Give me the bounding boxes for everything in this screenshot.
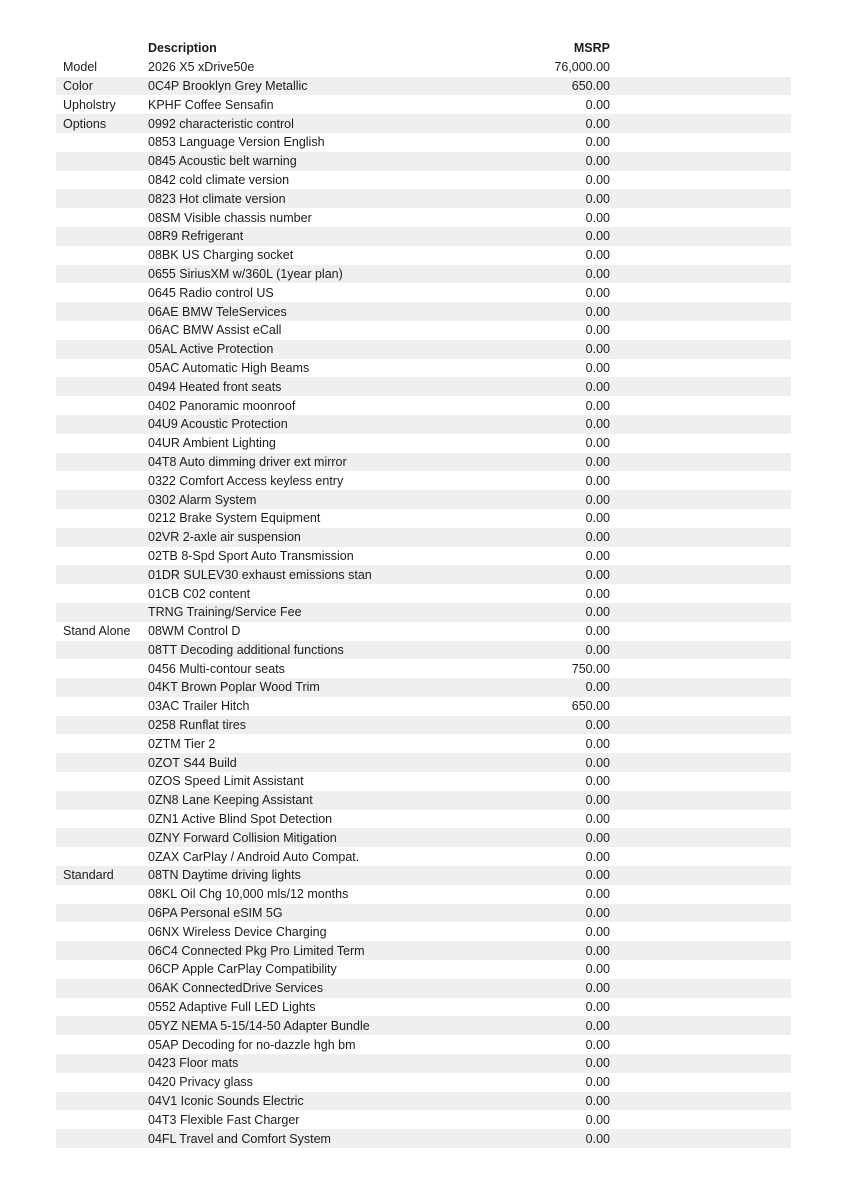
table-row xyxy=(56,152,791,171)
row-description: 06CP Apple CarPlay Compatibility xyxy=(148,962,337,977)
row-description: 0258 Runflat tires xyxy=(148,718,246,733)
row-category xyxy=(56,265,148,284)
category-column-header xyxy=(56,39,148,58)
row-category xyxy=(56,810,148,829)
row-description: 05AP Decoding for no-dazzle hgh bm xyxy=(148,1037,356,1052)
table-row xyxy=(56,377,791,396)
row-category xyxy=(56,1035,148,1054)
row-category xyxy=(56,528,148,547)
row-category xyxy=(56,189,148,208)
row-category: Options xyxy=(63,116,107,131)
row-description: 01DR SULEV30 exhaust emissions stan xyxy=(148,567,372,582)
table-row xyxy=(56,1092,791,1111)
row-category: Color xyxy=(63,78,93,93)
row-msrp: 0.00 xyxy=(585,849,610,864)
row-description: 03AC Trailer Hitch xyxy=(148,699,250,714)
table-row xyxy=(56,904,791,923)
table-row xyxy=(56,810,791,829)
table-row xyxy=(56,189,791,208)
table-row xyxy=(56,171,791,190)
row-description: 08R9 Refrigerant xyxy=(148,229,244,244)
row-category xyxy=(56,321,148,340)
table-row xyxy=(56,77,791,96)
table-row xyxy=(56,622,791,641)
row-description: 05AL Active Protection xyxy=(148,342,274,357)
row-msrp: 0.00 xyxy=(585,586,610,601)
row-description: 06AK ConnectedDrive Services xyxy=(148,981,324,996)
row-msrp: 0.00 xyxy=(585,943,610,958)
row-description: 0ZN8 Lane Keeping Assistant xyxy=(148,793,313,808)
row-msrp: 0.00 xyxy=(585,210,610,225)
row-msrp: 0.00 xyxy=(585,191,610,206)
row-description: 0494 Heated front seats xyxy=(148,379,282,394)
row-category: Stand Alone xyxy=(63,624,131,639)
row-description: 0992 characteristic control xyxy=(148,116,294,131)
row-msrp: 0.00 xyxy=(585,1075,610,1090)
row-msrp: 0.00 xyxy=(585,624,610,639)
row-msrp: 0.00 xyxy=(585,793,610,808)
table-row xyxy=(56,603,791,622)
header-row xyxy=(56,39,791,58)
row-category xyxy=(56,302,148,321)
table-row xyxy=(56,302,791,321)
row-msrp: 0.00 xyxy=(585,492,610,507)
row-category xyxy=(56,641,148,660)
row-msrp: 0.00 xyxy=(585,680,610,695)
row-description: 0ZOT S44 Build xyxy=(148,755,237,770)
row-category xyxy=(56,979,148,998)
row-msrp: 0.00 xyxy=(585,266,610,281)
row-msrp: 0.00 xyxy=(585,962,610,977)
row-description: 05YZ NEMA 5-15/14-50 Adapter Bundle xyxy=(148,1018,370,1033)
row-description: 08SM Visible chassis number xyxy=(148,210,312,225)
table-row xyxy=(56,208,791,227)
row-msrp: 0.00 xyxy=(585,887,610,902)
row-category xyxy=(56,171,148,190)
row-description: 0ZN1 Active Blind Spot Detection xyxy=(148,812,333,827)
row-msrp: 0.00 xyxy=(585,1056,610,1071)
row-description: 04FL Travel and Comfort System xyxy=(148,1131,331,1146)
table-row xyxy=(56,246,791,265)
table-row xyxy=(56,772,791,791)
row-category xyxy=(56,396,148,415)
table-row xyxy=(56,828,791,847)
row-category xyxy=(56,1092,148,1111)
row-msrp: 0.00 xyxy=(585,530,610,545)
table-row xyxy=(56,941,791,960)
row-category xyxy=(56,828,148,847)
row-msrp: 0.00 xyxy=(585,924,610,939)
table-row xyxy=(56,1035,791,1054)
row-category xyxy=(56,659,148,678)
row-description: 0655 SiriusXM w/360L (1year plan) xyxy=(148,266,343,281)
row-category xyxy=(56,772,148,791)
row-description: 0645 Radio control US xyxy=(148,285,274,300)
row-category xyxy=(56,415,148,434)
table-row xyxy=(56,340,791,359)
row-description: 08WM Control D xyxy=(148,624,241,639)
table-row xyxy=(56,58,791,77)
row-msrp: 0.00 xyxy=(585,1094,610,1109)
table-row xyxy=(56,659,791,678)
row-msrp: 0.00 xyxy=(585,755,610,770)
row-msrp: 0.00 xyxy=(585,1000,610,1015)
table-row xyxy=(56,133,791,152)
table-row xyxy=(56,584,791,603)
row-category: Model xyxy=(63,60,98,75)
description-column-header: Description xyxy=(148,41,217,56)
row-category xyxy=(56,960,148,979)
row-msrp: 0.00 xyxy=(585,398,610,413)
row-category xyxy=(56,998,148,1017)
row-category xyxy=(56,791,148,810)
row-msrp: 0.00 xyxy=(585,248,610,263)
row-category xyxy=(56,885,148,904)
row-description: 06AC BMW Assist eCall xyxy=(148,323,282,338)
row-category xyxy=(56,340,148,359)
table-row xyxy=(56,490,791,509)
row-msrp: 0.00 xyxy=(585,342,610,357)
row-msrp: 0.00 xyxy=(585,567,610,582)
row-msrp: 0.00 xyxy=(585,1037,610,1052)
table-row xyxy=(56,922,791,941)
row-category xyxy=(56,697,148,716)
row-category xyxy=(56,471,148,490)
row-category xyxy=(56,716,148,735)
row-description: 0C4P Brooklyn Grey Metallic xyxy=(148,78,308,93)
row-description: 06PA Personal eSIM 5G xyxy=(148,906,283,921)
table-row xyxy=(56,697,791,716)
row-msrp: 0.00 xyxy=(585,172,610,187)
table-row xyxy=(56,283,791,302)
row-description: 0ZAX CarPlay / Android Auto Compat. xyxy=(148,849,360,864)
row-category xyxy=(56,547,148,566)
table-row xyxy=(56,227,791,246)
row-msrp: 0.00 xyxy=(585,642,610,657)
row-msrp: 0.00 xyxy=(585,1018,610,1033)
row-category xyxy=(56,1016,148,1035)
table-row xyxy=(56,114,791,133)
row-category xyxy=(56,1073,148,1092)
row-msrp: 0.00 xyxy=(585,454,610,469)
row-description: 04KT Brown Poplar Wood Trim xyxy=(148,680,320,695)
row-description: 06NX Wireless Device Charging xyxy=(148,924,327,939)
row-description: 02TB 8-Spd Sport Auto Transmission xyxy=(148,548,354,563)
table-row xyxy=(56,415,791,434)
row-msrp: 0.00 xyxy=(585,868,610,883)
table-row xyxy=(56,434,791,453)
table-row xyxy=(56,359,791,378)
table-row xyxy=(56,95,791,114)
row-category xyxy=(56,227,148,246)
row-description: 06AE BMW TeleServices xyxy=(148,304,287,319)
table-row xyxy=(56,547,791,566)
row-category xyxy=(56,509,148,528)
table-row xyxy=(56,509,791,528)
row-description: 0552 Adaptive Full LED Lights xyxy=(148,1000,316,1015)
row-description: 04U9 Acoustic Protection xyxy=(148,417,288,432)
row-category xyxy=(56,283,148,302)
row-description: 0842 cold climate version xyxy=(148,172,290,187)
row-msrp: 650.00 xyxy=(571,78,610,93)
row-msrp: 76,000.00 xyxy=(554,60,610,75)
row-description: 0823 Hot climate version xyxy=(148,191,286,206)
row-msrp: 0.00 xyxy=(585,229,610,244)
options-price-sheet xyxy=(56,39,791,1148)
row-category xyxy=(56,434,148,453)
row-category xyxy=(56,490,148,509)
row-msrp: 0.00 xyxy=(585,981,610,996)
row-description: 0423 Floor mats xyxy=(148,1056,239,1071)
row-msrp: 0.00 xyxy=(585,135,610,150)
row-category xyxy=(56,847,148,866)
table-row xyxy=(56,321,791,340)
row-msrp: 0.00 xyxy=(585,323,610,338)
msrp-column-header: MSRP xyxy=(573,41,610,56)
row-description: 04V1 Iconic Sounds Electric xyxy=(148,1094,304,1109)
row-description: 2026 X5 xDrive50e xyxy=(148,60,255,75)
table-row xyxy=(56,453,791,472)
row-msrp: 0.00 xyxy=(585,473,610,488)
row-category xyxy=(56,922,148,941)
table-row xyxy=(56,979,791,998)
row-category xyxy=(56,377,148,396)
row-msrp: 0.00 xyxy=(585,1131,610,1146)
table-row xyxy=(56,734,791,753)
table-row xyxy=(56,1110,791,1129)
row-description: 08BK US Charging socket xyxy=(148,248,294,263)
row-description: 0456 Multi-contour seats xyxy=(148,661,285,676)
row-msrp: 750.00 xyxy=(571,661,610,676)
table-row xyxy=(56,265,791,284)
row-description: 0322 Comfort Access keyless entry xyxy=(148,473,344,488)
row-description: 08TN Daytime driving lights xyxy=(148,868,301,883)
table-row xyxy=(56,791,791,810)
row-description: 02VR 2-axle air suspension xyxy=(148,530,301,545)
table-row xyxy=(56,641,791,660)
row-description: 0402 Panoramic moonroof xyxy=(148,398,296,413)
row-category: Standard xyxy=(63,868,114,883)
table-row xyxy=(56,716,791,735)
row-msrp: 0.00 xyxy=(585,511,610,526)
row-msrp: 0.00 xyxy=(585,97,610,112)
row-description: 0853 Language Version English xyxy=(148,135,325,150)
row-description: TRNG Training/Service Fee xyxy=(148,605,302,620)
row-category xyxy=(56,584,148,603)
table-row xyxy=(56,396,791,415)
row-msrp: 0.00 xyxy=(585,548,610,563)
row-msrp: 0.00 xyxy=(585,605,610,620)
row-category xyxy=(56,208,148,227)
row-description: 0212 Brake System Equipment xyxy=(148,511,321,526)
row-category xyxy=(56,1110,148,1129)
row-description: 04UR Ambient Lighting xyxy=(148,436,276,451)
table-row xyxy=(56,471,791,490)
table-row xyxy=(56,885,791,904)
table-row xyxy=(56,866,791,885)
vehicle-options-table xyxy=(56,39,791,1148)
row-description: 0ZOS Speed Limit Assistant xyxy=(148,774,304,789)
row-description: 0ZTM Tier 2 xyxy=(148,736,216,751)
row-category xyxy=(56,1129,148,1148)
row-description: 06C4 Connected Pkg Pro Limited Term xyxy=(148,943,365,958)
row-msrp: 0.00 xyxy=(585,906,610,921)
row-msrp: 0.00 xyxy=(585,285,610,300)
row-category xyxy=(56,904,148,923)
row-msrp: 0.00 xyxy=(585,436,610,451)
table-row xyxy=(56,528,791,547)
table-row xyxy=(56,1016,791,1035)
table-body xyxy=(56,58,791,1148)
row-category xyxy=(56,246,148,265)
row-category xyxy=(56,453,148,472)
row-msrp: 0.00 xyxy=(585,718,610,733)
row-category: Upholstry xyxy=(63,97,116,112)
row-description: 05AC Automatic High Beams xyxy=(148,360,310,375)
table-row xyxy=(56,1129,791,1148)
row-msrp: 0.00 xyxy=(585,360,610,375)
table-row xyxy=(56,565,791,584)
row-category xyxy=(56,734,148,753)
row-description: 01CB C02 content xyxy=(148,586,251,601)
row-description: 08TT Decoding additional functions xyxy=(148,642,344,657)
row-description: 08KL Oil Chg 10,000 mls/12 months xyxy=(148,887,349,902)
row-description: KPHF Coffee Sensafin xyxy=(148,97,274,112)
table-header xyxy=(56,39,791,58)
row-category xyxy=(56,678,148,697)
row-msrp: 0.00 xyxy=(585,812,610,827)
row-msrp: 0.00 xyxy=(585,774,610,789)
row-description: 0420 Privacy glass xyxy=(148,1075,253,1090)
row-msrp: 0.00 xyxy=(585,736,610,751)
table-row xyxy=(56,847,791,866)
table-row xyxy=(56,1073,791,1092)
row-msrp: 650.00 xyxy=(571,699,610,714)
row-msrp: 0.00 xyxy=(585,1112,610,1127)
row-category xyxy=(56,603,148,622)
row-msrp: 0.00 xyxy=(585,379,610,394)
row-msrp: 0.00 xyxy=(585,417,610,432)
table-row xyxy=(56,753,791,772)
table-row xyxy=(56,678,791,697)
row-msrp: 0.00 xyxy=(585,304,610,319)
row-category xyxy=(56,359,148,378)
row-description: 0845 Acoustic belt warning xyxy=(148,154,297,169)
row-category xyxy=(56,152,148,171)
table-row xyxy=(56,998,791,1017)
row-description: 0302 Alarm System xyxy=(148,492,257,507)
row-category xyxy=(56,565,148,584)
row-msrp: 0.00 xyxy=(585,830,610,845)
row-msrp: 0.00 xyxy=(585,154,610,169)
row-description: 04T3 Flexible Fast Charger xyxy=(148,1112,300,1127)
row-category xyxy=(56,941,148,960)
row-category xyxy=(56,133,148,152)
row-msrp: 0.00 xyxy=(585,116,610,131)
row-category xyxy=(56,1054,148,1073)
row-description: 0ZNY Forward Collision Mitigation xyxy=(148,830,337,845)
table-row xyxy=(56,960,791,979)
row-category xyxy=(56,753,148,772)
table-row xyxy=(56,1054,791,1073)
row-description: 04T8 Auto dimming driver ext mirror xyxy=(148,454,347,469)
